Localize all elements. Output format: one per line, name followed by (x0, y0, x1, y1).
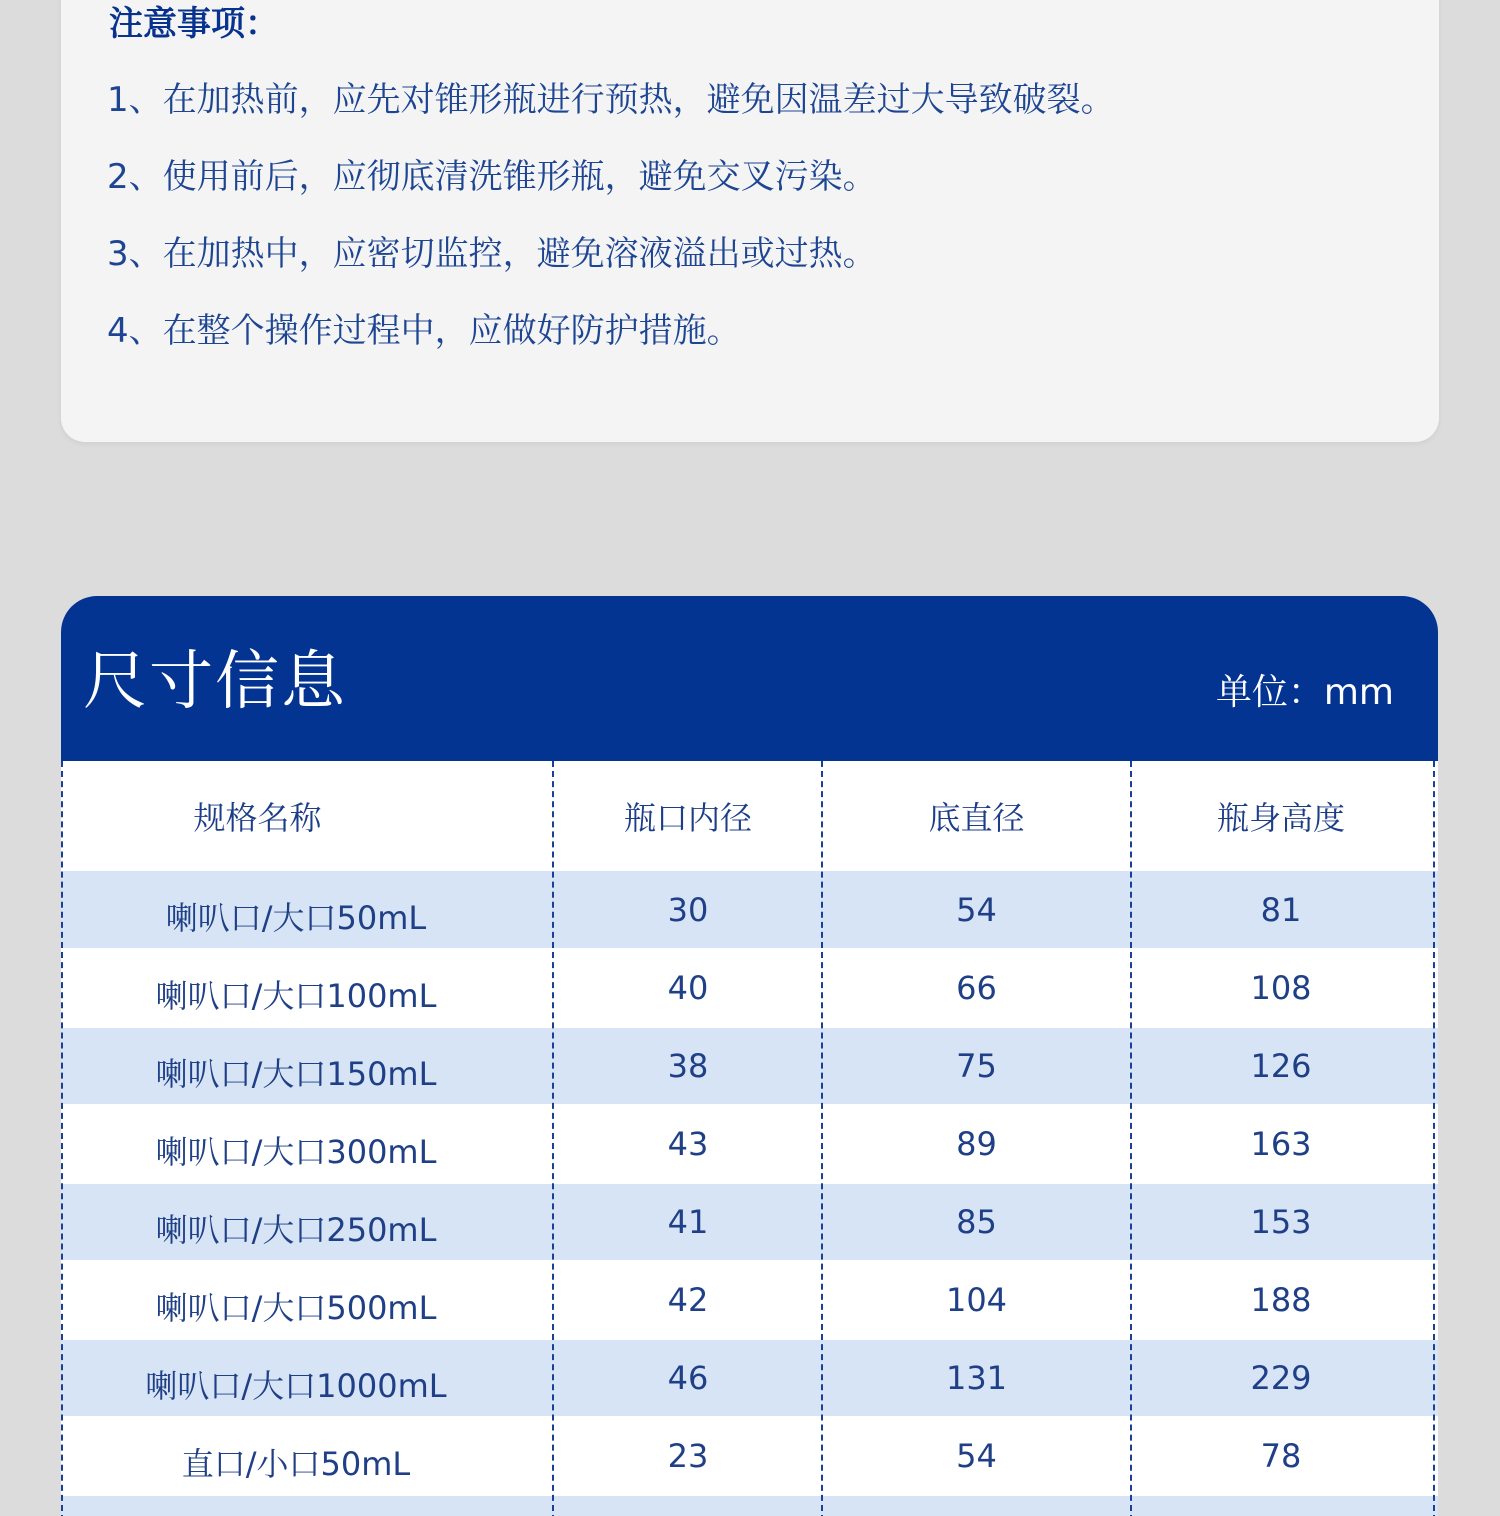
cell-base-diameter: 66 (956, 969, 997, 1007)
notes-title: 注意事项： (109, 4, 279, 44)
cell-base-diameter: 104 (945, 1281, 1008, 1319)
cell-mouth-diameter: 42 (667, 1281, 709, 1319)
cell-base-diameter: 89 (956, 1125, 997, 1163)
table-header-row (61, 761, 1438, 871)
column-divider (552, 761, 554, 1516)
header-base-diameter: 底直径 (928, 799, 1025, 837)
column-divider (1433, 761, 1435, 1516)
cell-base-diameter: 131 (945, 1359, 1008, 1397)
cell-spec-name: 喇叭口/大口1000mL (145, 1367, 447, 1405)
cell-mouth-diameter: 46 (667, 1359, 709, 1397)
table-row (61, 948, 1438, 1028)
column-divider (821, 761, 823, 1516)
header-body-height: 瓶身高度 (1216, 799, 1345, 837)
notes-card (61, 0, 1439, 442)
cell-body-height: 126 (1250, 1047, 1312, 1085)
cell-base-diameter: 85 (956, 1203, 997, 1241)
table-row (61, 1260, 1438, 1340)
cell-spec-name: 喇叭口/大口100mL (155, 977, 437, 1015)
note-item-2: 2、使用前后，应彻底清洗锥形瓶，避免交叉污染。 (107, 157, 877, 197)
table-row (61, 1104, 1438, 1184)
note-item-4: 4、在整个操作过程中，应做好防护措施。 (107, 311, 741, 351)
header-spec-name: 规格名称 (193, 799, 322, 837)
cell-body-height: 78 (1260, 1437, 1302, 1475)
cell-base-diameter: 54 (956, 890, 997, 929)
cell-spec-name: 喇叭口/大口250mL (155, 1211, 437, 1249)
cell-body-height: 153 (1250, 1203, 1312, 1241)
cell-spec-name: 喇叭口/大口300mL (155, 1133, 437, 1171)
note-item-3: 3、在加热中，应密切监控，避免溶液溢出或过热。 (107, 234, 877, 274)
table-row-partial (61, 1496, 1438, 1516)
table-row (61, 1028, 1438, 1104)
cell-mouth-diameter: 23 (667, 1437, 709, 1475)
column-divider (61, 761, 63, 1516)
table-row (61, 1184, 1438, 1260)
cell-mouth-diameter: 38 (667, 1047, 709, 1085)
cell-base-diameter: 54 (956, 1437, 997, 1475)
cell-spec-name: 喇叭口/大口500mL (155, 1289, 437, 1327)
cell-spec-name: 喇叭口/大口50mL (165, 898, 427, 937)
header-mouth-diameter: 瓶口内径 (623, 799, 752, 837)
cell-body-height: 163 (1250, 1125, 1312, 1163)
cell-spec-name: 喇叭口/大口150mL (155, 1055, 437, 1093)
size-info-header (61, 596, 1438, 761)
cell-mouth-diameter: 43 (667, 1125, 709, 1163)
cell-body-height: 81 (1260, 890, 1302, 929)
cell-body-height: 108 (1250, 969, 1312, 1007)
size-info-card (61, 596, 1438, 1516)
unit-label: 单位：mm (1215, 672, 1394, 713)
note-item-1: 1、在加热前，应先对锥形瓶进行预热，避免因温差过大导致破裂。 (107, 80, 1115, 120)
cell-body-height: 229 (1250, 1359, 1312, 1397)
cell-mouth-diameter: 41 (667, 1203, 709, 1241)
cell-body-height: 188 (1250, 1281, 1312, 1319)
column-divider (1130, 761, 1132, 1516)
table-row (61, 871, 1438, 948)
table-row (61, 1416, 1438, 1496)
cell-base-diameter: 75 (956, 1047, 997, 1085)
cell-mouth-diameter: 40 (667, 969, 709, 1007)
cell-spec-name: 直口/小口50mL (181, 1445, 411, 1483)
cell-mouth-diameter: 30 (667, 890, 709, 929)
size-info-title: 尺寸信息 (83, 645, 347, 719)
table-row (61, 1340, 1438, 1416)
